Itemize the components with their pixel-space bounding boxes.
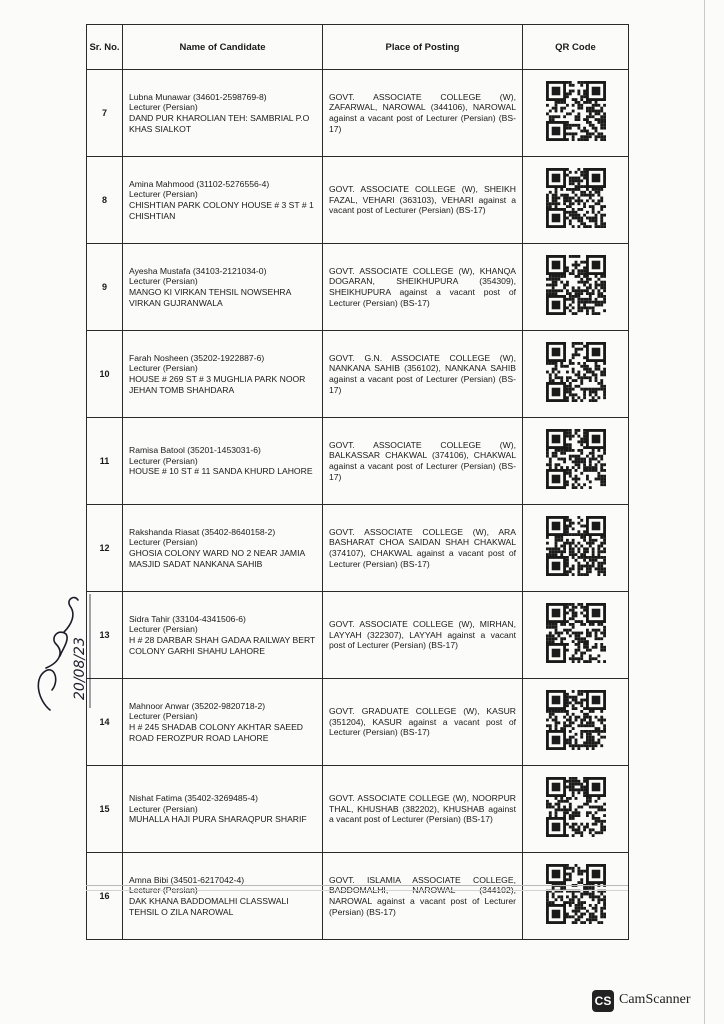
candidate-role: Lecturer (Persian) bbox=[129, 711, 198, 722]
cell-candidate bbox=[123, 418, 323, 505]
candidate-name: Amna Bibi (34501-6217042-4) bbox=[129, 874, 245, 885]
candidate-name: Sidra Tahir (33104-4341506-6) bbox=[129, 613, 246, 624]
cell-qr-code bbox=[523, 766, 629, 853]
cell-qr-code bbox=[523, 157, 629, 244]
cell-place-of-posting: GOVT. ASSOCIATE COLLEGE (W), SHEIKH FAZAL, VEHARI (363103), VEHARI against a vacant post of Lecturer (Persian) (BS-17) bbox=[323, 157, 523, 244]
cell-sr-no: 13 bbox=[87, 592, 123, 679]
cell-candidate bbox=[123, 157, 323, 244]
header-sr-no: Sr. No. bbox=[87, 25, 123, 70]
candidate-address: DAND PUR KHAROLIAN TEH: SAMBRIAL P.O KHAS SIALKOT bbox=[129, 113, 310, 134]
candidate-role: Lecturer (Persian) bbox=[129, 363, 198, 374]
candidate-address: HOUSE # 269 ST # 3 MUGHLIA PARK NOOR JEHAN TOMB SHAHDARA bbox=[129, 374, 306, 395]
table-row bbox=[87, 331, 629, 418]
candidate-role: Lecturer (Persian) bbox=[129, 537, 198, 548]
qr-code-icon bbox=[546, 777, 606, 837]
table-row bbox=[87, 853, 629, 940]
cell-candidate bbox=[123, 592, 323, 679]
candidate-name: Farah Nosheen (35202-1922887-6) bbox=[129, 352, 265, 363]
handwritten-signature-icon bbox=[20, 540, 100, 720]
header-qr-code: QR Code bbox=[523, 25, 629, 70]
candidate-address: MANGO KI VIRKAN TEHSIL NOWSEHRA VIRKAN GUJRANWALA bbox=[129, 287, 291, 308]
cell-sr-no: 11 bbox=[87, 418, 123, 505]
cell-sr-no: 12 bbox=[87, 505, 123, 592]
cell-place-of-posting: GOVT. ASSOCIATE COLLEGE (W), ARA BASHARAT CHOA SAIDAN SHAH CHAKWAL (374107), CHAKWAL against a vacant post of Lecturer (Persian) (BS-17) bbox=[323, 505, 523, 592]
qr-code-icon bbox=[546, 429, 606, 489]
candidate-role: Lecturer (Persian) bbox=[129, 102, 198, 113]
cell-qr-code bbox=[523, 679, 629, 766]
cell-place-of-posting: GOVT. ASSOCIATE COLLEGE (W), ZAFARWAL, NAROWAL (344106), NAROWAL against a vacant post of Lecturer (Persian) (BS-17) bbox=[323, 70, 523, 157]
cell-sr-no: 15 bbox=[87, 766, 123, 853]
table-row bbox=[87, 244, 629, 331]
qr-code-icon bbox=[546, 516, 606, 576]
table-row bbox=[87, 679, 629, 766]
candidate-address: DAK KHANA BADDOMALHI CLASSWALI TEHSIL O ZILA NAROWAL bbox=[129, 896, 289, 917]
header-name-of-candidate: Name of Candidate bbox=[123, 25, 323, 70]
posting-table bbox=[86, 24, 629, 940]
camscanner-logo: CS bbox=[592, 990, 614, 1012]
cell-qr-code bbox=[523, 592, 629, 679]
page-edge-line bbox=[704, 0, 705, 1024]
candidate-name: Mahnoor Anwar (35202-9820718-2) bbox=[129, 700, 266, 711]
candidate-role: Lecturer (Persian) bbox=[129, 455, 198, 466]
bottom-rule-secondary bbox=[86, 890, 628, 891]
candidate-role: Lecturer (Persian) bbox=[129, 276, 198, 287]
candidate-address: HOUSE # 10 ST # 11 SANDA KHURD LAHORE bbox=[129, 466, 313, 477]
cell-qr-code bbox=[523, 505, 629, 592]
table-row bbox=[87, 592, 629, 679]
qr-code-icon bbox=[546, 168, 606, 228]
candidate-address: GHOSIA COLONY WARD NO 2 NEAR JAMIA MASJID SADAT NANKANA SAHIB bbox=[129, 548, 305, 569]
qr-code-icon bbox=[546, 342, 606, 402]
header-place-of-posting: Place of Posting bbox=[323, 25, 523, 70]
cell-qr-code bbox=[523, 70, 629, 157]
cell-candidate bbox=[123, 331, 323, 418]
table-row bbox=[87, 418, 629, 505]
candidate-role: Lecturer (Persian) bbox=[129, 803, 198, 814]
camscanner-watermark: CamScanner bbox=[619, 992, 691, 1007]
cell-place-of-posting: GOVT. ASSOCIATE COLLEGE (W), KHANQA DOGARAN, SHEIKHUPURA (354309), SHEIKHUPURA against a vacant post of Lecturer (Persian) (BS-17) bbox=[323, 244, 523, 331]
cell-place-of-posting: GOVT. ASSOCIATE COLLEGE (W), MIRHAN, LAYYAH (322307), LAYYAH against a vacant post of Lecturer (Persian) (BS-17) bbox=[323, 592, 523, 679]
cell-sr-no: 14 bbox=[87, 679, 123, 766]
cell-candidate bbox=[123, 766, 323, 853]
candidate-name: Lubna Munawar (34601-2598769-8) bbox=[129, 91, 267, 102]
qr-code-icon bbox=[546, 255, 606, 315]
qr-code-icon bbox=[546, 690, 606, 750]
cell-sr-no: 7 bbox=[87, 70, 123, 157]
candidate-name: Amina Mahmood (31102-5276556-4) bbox=[129, 178, 270, 189]
signature-date: 20/08/23 bbox=[72, 637, 88, 700]
cell-place-of-posting: GOVT. GRADUATE COLLEGE (W), KASUR (351204), KASUR against a vacant post of Lecturer (Persian) (BS-17) bbox=[323, 679, 523, 766]
cell-sr-no: 8 bbox=[87, 157, 123, 244]
candidate-role: Lecturer (Persian) bbox=[129, 624, 198, 635]
cell-candidate bbox=[123, 244, 323, 331]
cell-place-of-posting: GOVT. ISLAMIA ASSOCIATE COLLEGE, NAROWAL against a vacant post of Lecturer (Persian) (BS-17) bbox=[323, 853, 523, 940]
table-row bbox=[87, 766, 629, 853]
candidate-name: Ramisa Batool (35201-1453031-6) bbox=[129, 445, 261, 456]
cell-candidate bbox=[123, 679, 323, 766]
cell-sr-no: 16 bbox=[87, 853, 123, 940]
candidate-address: H # 245 SHADAB COLONY AKHTAR SAEED ROAD FEROZPUR ROAD LAHORE bbox=[129, 722, 304, 743]
table-row bbox=[87, 70, 629, 157]
candidate-name: Ayesha Mustafa (34103-2121034-0) bbox=[129, 265, 267, 276]
cell-place-of-posting: GOVT. ASSOCIATE COLLEGE (W), BALKASSAR CHAKWAL (374106), CHAKWAL against a vacant post of Lecturer (Persian) (BS-17) bbox=[323, 418, 523, 505]
cell-sr-no: 9 bbox=[87, 244, 123, 331]
cell-place-of-posting: GOVT. ASSOCIATE COLLEGE (W), NOORPUR THAL, KHUSHAB (382202), KHUSHAB against a vacant post of Lecturer (Persian) (BS-17) bbox=[323, 766, 523, 853]
cell-qr-code bbox=[523, 418, 629, 505]
candidate-address: CHISHTIAN PARK COLONY HOUSE # 3 ST # 1 CHISHTIAN bbox=[129, 200, 314, 221]
table-row bbox=[87, 505, 629, 592]
cell-qr-code bbox=[523, 244, 629, 331]
cell-sr-no: 10 bbox=[87, 331, 123, 418]
qr-code-icon bbox=[546, 81, 606, 141]
bottom-rule bbox=[86, 885, 628, 886]
cell-qr-code bbox=[523, 853, 629, 940]
cell-candidate bbox=[123, 505, 323, 592]
qr-code-icon bbox=[546, 603, 606, 663]
cell-place-of-posting: GOVT. G.N. ASSOCIATE COLLEGE (W), NANKANA SAHIB (356102), NANKANA SAHIB against a vacant post of Lecturer (Persian) (BS-17) bbox=[323, 331, 523, 418]
table-header-row bbox=[87, 25, 629, 70]
candidate-address: MUHALLA HAJI PURA SHARAQPUR SHARIF bbox=[129, 814, 307, 825]
candidate-name: Nishat Fatima (35402-3269485-4) bbox=[129, 793, 258, 804]
candidate-address: H # 28 DARBAR SHAH GADAA RAILWAY BERT COLONY GARHI SHAHU LAHORE bbox=[129, 635, 316, 656]
qr-code-icon bbox=[546, 864, 606, 924]
candidate-name: Rakshanda Riasat (35402-8640158-2) bbox=[129, 526, 276, 537]
cell-candidate bbox=[123, 853, 323, 940]
candidate-role: Lecturer (Persian) bbox=[129, 189, 198, 200]
cell-candidate bbox=[123, 70, 323, 157]
cell-qr-code bbox=[523, 331, 629, 418]
table-row bbox=[87, 157, 629, 244]
